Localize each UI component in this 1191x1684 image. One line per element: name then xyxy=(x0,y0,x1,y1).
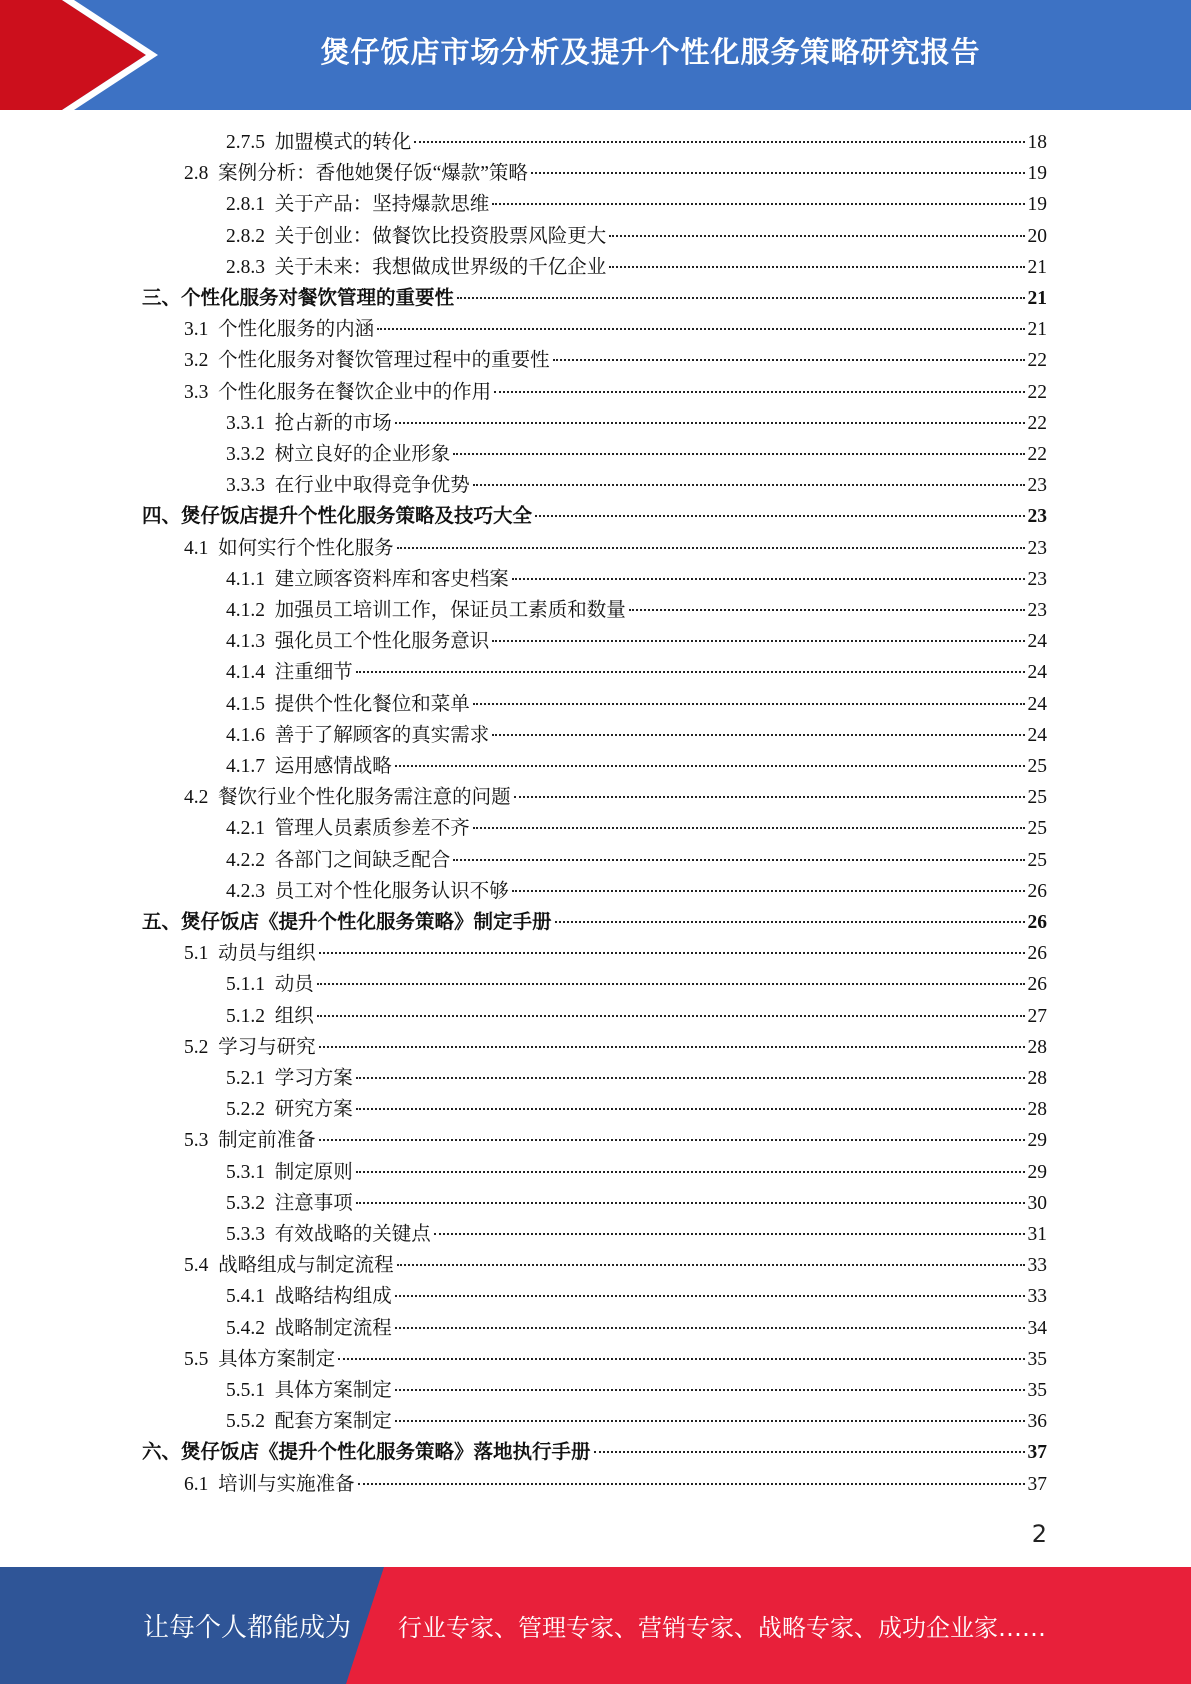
toc-entry-spacer xyxy=(208,1344,218,1375)
toc-entry-number: 5.1.1 xyxy=(226,974,265,996)
toc-entry-number: 4.2 xyxy=(184,787,209,809)
toc-dot-leader xyxy=(395,1327,1025,1329)
toc-entry-title: 如何实行个性化服务 xyxy=(218,537,394,559)
toc-entry[interactable] xyxy=(226,969,1047,1000)
toc-dot-leader xyxy=(457,297,1024,299)
toc-entry-number: 5.5.1 xyxy=(226,1380,265,1401)
footer-slogan-left: 让每个人都能成为 xyxy=(143,1613,352,1643)
toc-entry-spacer xyxy=(208,377,218,408)
toc-entry-number: 3.3.1 xyxy=(226,412,265,434)
toc-entry-number: 5.4.1 xyxy=(226,1286,265,1308)
header-arrow-decoration xyxy=(0,0,160,110)
toc-entry-page: 26 xyxy=(1027,880,1047,902)
toc-entry[interactable] xyxy=(226,408,1047,439)
toc-entry-number: 5.5 xyxy=(184,1348,209,1370)
toc-dot-leader xyxy=(535,515,1024,517)
toc-entry[interactable] xyxy=(184,314,1047,345)
toc-entry-title: 学习与研究 xyxy=(218,1036,316,1058)
toc-dot-leader xyxy=(356,1171,1025,1173)
toc-entry-title: 个性化服务对餐饮管理过程中的重要性 xyxy=(218,350,550,372)
toc-entry-spacer xyxy=(208,314,218,345)
toc-entry-spacer xyxy=(265,1157,275,1188)
toc-entry-title: 各部门之间缺乏配合 xyxy=(274,849,451,871)
toc-entry-title: 四、煲仔饭店提升个性化服务策略及技巧大全 xyxy=(142,506,533,528)
toc-entry-page: 33 xyxy=(1027,1255,1047,1277)
toc-entry-title: 培训与实施准备 xyxy=(218,1473,355,1495)
toc-entry-number: 4.2.1 xyxy=(226,818,265,840)
toc-entry-title: 加盟模式的转化 xyxy=(274,132,412,153)
page-footer xyxy=(0,1567,1191,1684)
toc-entry[interactable] xyxy=(226,813,1047,844)
toc-entry-number: 2.8.1 xyxy=(226,194,265,216)
toc-entry[interactable] xyxy=(226,564,1047,595)
toc-dot-leader xyxy=(395,422,1025,424)
toc-entry-number: 4.1.1 xyxy=(226,568,265,590)
toc-entry-title: 餐饮行业个性化服务需注意的问题 xyxy=(218,787,511,809)
toc-entry-title: 五、煲仔饭店《提升个性化服务策略》制定手册 xyxy=(142,912,552,933)
toc-entry-page: 23 xyxy=(1027,600,1047,621)
toc-entry-page: 30 xyxy=(1027,1192,1047,1214)
toc-entry-page: 31 xyxy=(1027,1224,1047,1245)
toc-dot-leader xyxy=(553,359,1025,361)
toc-entry-spacer xyxy=(265,876,275,907)
toc-entry-page: 27 xyxy=(1027,1005,1047,1027)
toc-entry[interactable] xyxy=(184,345,1047,376)
toc-entry-page: 25 xyxy=(1027,787,1047,809)
toc-dot-leader xyxy=(453,453,1024,455)
toc-entry-page: 21 xyxy=(1027,288,1047,309)
toc-entry-page: 18 xyxy=(1027,132,1047,153)
toc-dot-leader xyxy=(531,172,1025,174)
toc-entry[interactable] xyxy=(184,377,1047,408)
toc-entry-number: 4.1.7 xyxy=(226,756,265,777)
toc-entry-page: 19 xyxy=(1027,194,1047,216)
toc-entry-title: 研究方案 xyxy=(274,1099,353,1121)
toc-entry-spacer xyxy=(265,221,275,252)
toc-entry-page: 37 xyxy=(1027,1442,1047,1464)
toc-entry[interactable] xyxy=(226,657,1047,688)
toc-entry-page: 20 xyxy=(1027,225,1047,247)
toc-entry-page: 23 xyxy=(1027,537,1047,559)
toc-entry-spacer xyxy=(265,689,275,720)
toc-entry-spacer xyxy=(265,439,275,470)
toc-dot-leader xyxy=(512,578,1025,580)
toc-dot-leader xyxy=(492,640,1024,642)
toc-dot-leader xyxy=(338,1358,1024,1360)
toc-entry-spacer xyxy=(265,1313,275,1344)
toc-entry-spacer xyxy=(265,595,275,626)
toc-entry-page: 22 xyxy=(1027,350,1047,372)
toc-entry-number: 5.4.2 xyxy=(226,1317,265,1339)
toc-entry[interactable] xyxy=(226,751,1047,782)
toc-dot-leader xyxy=(473,827,1025,829)
toc-entry-page: 22 xyxy=(1027,381,1047,403)
toc-dot-leader xyxy=(358,1483,1025,1485)
toc-entry-spacer xyxy=(265,813,275,844)
toc-entry-number: 5.4 xyxy=(184,1255,209,1277)
toc-entry-page: 22 xyxy=(1027,444,1047,465)
toc-entry-number: 4.1.3 xyxy=(226,631,265,653)
toc-dot-leader xyxy=(512,890,1025,892)
toc-entry-title: 动员 xyxy=(274,974,314,996)
toc-entry-title: 制定前准备 xyxy=(218,1130,316,1152)
toc-dot-leader xyxy=(319,1046,1025,1048)
toc-entry-spacer xyxy=(208,158,218,189)
toc-entry-page: 28 xyxy=(1027,1036,1047,1058)
toc-entry-number: 3.2 xyxy=(184,350,209,372)
toc-entry-spacer xyxy=(265,1001,275,1032)
toc-entry-spacer xyxy=(208,1125,218,1156)
toc-entry-page: 26 xyxy=(1027,974,1047,996)
toc-entry-number: 5.2 xyxy=(184,1036,209,1058)
toc-entry-title: 案例分析：香他她煲仔饭“爆款”策略 xyxy=(218,163,528,185)
toc-entry[interactable] xyxy=(226,1094,1047,1125)
toc-entry-spacer xyxy=(265,1219,275,1250)
toc-entry-page: 19 xyxy=(1027,163,1047,185)
toc-entry-title: 具体方案制定 xyxy=(274,1380,392,1401)
toc-entry-spacer xyxy=(265,657,275,688)
toc-entry-title: 注重细节 xyxy=(274,662,353,684)
toc-entry[interactable] xyxy=(226,470,1047,501)
toc-entry-number: 3.3 xyxy=(184,381,209,403)
toc-entry-title: 战略制定流程 xyxy=(274,1317,392,1339)
footer-slogan-right: 行业专家、管理专家、营销专家、战略专家、成功企业家…… xyxy=(398,1614,1046,1642)
toc-entry-spacer xyxy=(208,345,218,376)
toc-entry[interactable] xyxy=(226,720,1047,751)
toc-entry-spacer xyxy=(208,938,218,969)
toc-dot-leader xyxy=(317,983,1025,985)
toc-entry-title: 注意事项 xyxy=(274,1192,353,1214)
toc-entry-number: 5.3.3 xyxy=(226,1224,265,1245)
toc-entry-title: 抢占新的市场 xyxy=(274,412,392,434)
toc-entry-spacer xyxy=(265,720,275,751)
toc-entry-page: 24 xyxy=(1027,631,1047,653)
toc-entry-page: 23 xyxy=(1027,475,1047,497)
toc-entry-title: 组织 xyxy=(274,1005,314,1027)
toc-entry-title: 员工对个性化服务认识不够 xyxy=(274,880,509,902)
page-number: 2 xyxy=(1031,1520,1047,1548)
toc-entry-page: 25 xyxy=(1027,756,1047,777)
toc-entry-title: 个性化服务在餐饮企业中的作用 xyxy=(218,381,492,403)
toc-entry[interactable] xyxy=(226,689,1047,720)
toc-entry-page: 28 xyxy=(1027,1068,1047,1089)
toc-entry-page: 34 xyxy=(1027,1317,1047,1339)
toc-entry-spacer xyxy=(265,127,275,158)
toc-entry[interactable] xyxy=(184,1125,1047,1156)
toc-entry-title: 战略结构组成 xyxy=(274,1286,392,1308)
toc-dot-leader xyxy=(514,796,1025,798)
toc-dot-leader xyxy=(397,1264,1025,1266)
toc-entry-title: 建立顾客资料库和客史档案 xyxy=(274,568,509,590)
toc-entry[interactable] xyxy=(226,1063,1047,1094)
toc-entry-spacer xyxy=(208,1469,218,1500)
toc-entry-number: 5.2.1 xyxy=(226,1068,265,1089)
toc-entry[interactable] xyxy=(226,221,1047,252)
toc-dot-leader xyxy=(397,547,1025,549)
toc-entry-title: 提供个性化餐位和菜单 xyxy=(274,693,470,715)
toc-entry[interactable] xyxy=(226,1375,1047,1406)
toc-entry-number: 5.5.2 xyxy=(226,1411,265,1433)
toc-entry-number: 6.1 xyxy=(184,1473,209,1495)
toc-entry[interactable] xyxy=(226,845,1047,876)
toc-entry-spacer xyxy=(265,751,275,782)
toc-entry-number: 4.2.2 xyxy=(226,849,265,871)
toc-entry-page: 29 xyxy=(1027,1130,1047,1152)
toc-entry-number: 5.3.1 xyxy=(226,1161,265,1183)
toc-entry-title: 在行业中取得竞争优势 xyxy=(274,475,470,497)
toc-entry-page: 25 xyxy=(1027,849,1047,871)
toc-entry-spacer xyxy=(265,1188,275,1219)
toc-entry-spacer xyxy=(265,1063,275,1094)
toc-dot-leader xyxy=(492,734,1024,736)
toc-entry-title: 关于产品：坚持爆款思维 xyxy=(274,194,490,216)
toc-entry-page: 25 xyxy=(1027,818,1047,840)
toc-entry[interactable] xyxy=(226,595,1047,626)
toc-entry-spacer xyxy=(265,1375,275,1406)
toc-entry[interactable] xyxy=(226,626,1047,657)
toc-entry-title: 运用感情战略 xyxy=(274,756,392,777)
toc-entry-spacer xyxy=(265,408,275,439)
toc-entry-page: 24 xyxy=(1027,662,1047,684)
toc-entry-title: 动员与组织 xyxy=(218,943,316,965)
toc-dot-leader xyxy=(609,235,1024,237)
toc-entry-spacer xyxy=(265,252,275,283)
toc-dot-leader xyxy=(395,1420,1025,1422)
toc-entry[interactable] xyxy=(226,1406,1047,1437)
toc-dot-leader xyxy=(319,952,1025,954)
toc-entry-number: 5.1.2 xyxy=(226,1005,265,1027)
toc-entry-spacer xyxy=(265,1094,275,1125)
toc-dot-leader xyxy=(317,1015,1025,1017)
toc-entry-spacer xyxy=(208,1250,218,1281)
toc-entry-title: 战略组成与制定流程 xyxy=(218,1255,394,1277)
toc-entry[interactable] xyxy=(184,1469,1047,1500)
toc-dot-leader xyxy=(356,1077,1025,1079)
toc-entry-number: 3.3.3 xyxy=(226,475,265,497)
toc-entry-spacer xyxy=(208,533,218,564)
toc-entry[interactable] xyxy=(226,252,1047,283)
toc-entry-spacer xyxy=(265,564,275,595)
toc-entry[interactable] xyxy=(226,439,1047,470)
toc-entry-spacer xyxy=(208,782,218,813)
toc-entry-page: 22 xyxy=(1027,412,1047,434)
toc-entry-title: 善于了解顾客的真实需求 xyxy=(274,724,490,746)
toc-entry-page: 29 xyxy=(1027,1161,1047,1183)
toc-entry[interactable] xyxy=(184,1032,1047,1063)
toc-entry-number: 4.1.4 xyxy=(226,662,265,684)
toc-entry-number: 5.1 xyxy=(184,943,209,965)
toc-entry-title: 关于未来：我想做成世界级的千亿企业 xyxy=(274,256,607,278)
toc-entry-number: 3.3.2 xyxy=(226,444,265,465)
toc-dot-leader xyxy=(356,1108,1025,1110)
toc-entry[interactable] xyxy=(184,158,1047,189)
toc-entry[interactable] xyxy=(184,533,1047,564)
toc-entry[interactable] xyxy=(226,1188,1047,1219)
toc-entry-number: 4.1.2 xyxy=(226,600,265,621)
toc-entry-page: 35 xyxy=(1027,1380,1047,1401)
toc-entry-number: 5.3.2 xyxy=(226,1192,265,1214)
toc-entry[interactable] xyxy=(226,1313,1047,1344)
toc-entry-title: 制定原则 xyxy=(274,1161,353,1183)
toc-dot-leader xyxy=(356,671,1025,673)
toc-entry[interactable] xyxy=(142,283,1047,314)
toc-entry-page: 23 xyxy=(1027,568,1047,590)
toc-entry[interactable] xyxy=(184,782,1047,813)
toc-dot-leader xyxy=(453,859,1024,861)
toc-entry-number: 3.1 xyxy=(184,319,209,341)
toc-entry-page: 33 xyxy=(1027,1286,1047,1308)
toc-entry-title: 个性化服务的内涵 xyxy=(218,319,375,341)
toc-entry-spacer xyxy=(208,1032,218,1063)
toc-dot-leader xyxy=(609,266,1024,268)
toc-entry-spacer xyxy=(265,189,275,220)
toc-entry-number: 2.8 xyxy=(184,163,209,185)
toc-entry-number: 2.8.3 xyxy=(226,256,265,278)
toc-entry[interactable] xyxy=(226,1157,1047,1188)
toc-entry-title: 强化员工个性化服务意识 xyxy=(274,631,490,653)
toc-entry-spacer xyxy=(265,1406,275,1437)
toc-entry-spacer xyxy=(265,969,275,1000)
toc-dot-leader xyxy=(377,328,1024,330)
toc-dot-leader xyxy=(629,609,1025,611)
toc-entry-title: 配套方案制定 xyxy=(274,1411,392,1433)
toc-entry-page: 24 xyxy=(1027,724,1047,746)
toc-dot-leader xyxy=(414,141,1024,143)
toc-entry-title: 三、个性化服务对餐饮管理的重要性 xyxy=(142,288,455,309)
toc-entry[interactable] xyxy=(226,1219,1047,1250)
toc-entry-number: 2.8.2 xyxy=(226,225,265,247)
toc-entry-title: 学习方案 xyxy=(274,1068,353,1089)
toc-entry[interactable] xyxy=(226,127,1047,158)
toc-entry-number: 4.1.5 xyxy=(226,693,265,715)
toc-entry-number: 4.1 xyxy=(184,537,209,559)
toc-entry-title: 管理人员素质参差不齐 xyxy=(274,818,470,840)
toc-entry-page: 23 xyxy=(1027,506,1047,528)
toc-entry-page: 36 xyxy=(1027,1411,1047,1433)
page-header xyxy=(0,0,1191,110)
toc-entry-page: 24 xyxy=(1027,693,1047,715)
toc-dot-leader xyxy=(473,703,1025,705)
toc-entry-page: 35 xyxy=(1027,1348,1047,1370)
toc-entry-page: 26 xyxy=(1027,912,1047,933)
toc-entry[interactable] xyxy=(226,876,1047,907)
toc-entry[interactable] xyxy=(184,1250,1047,1281)
toc-entry-title: 具体方案制定 xyxy=(218,1348,336,1370)
toc-entry-page: 21 xyxy=(1027,256,1047,278)
toc-entry[interactable] xyxy=(226,1281,1047,1312)
toc-entry-number: 4.1.6 xyxy=(226,724,265,746)
toc-dot-leader xyxy=(319,1139,1025,1141)
toc-entry-spacer xyxy=(265,1281,275,1312)
toc-entry[interactable] xyxy=(226,189,1047,220)
toc-dot-leader xyxy=(594,1451,1025,1453)
toc-entry-page: 37 xyxy=(1027,1473,1047,1495)
toc-entry-number: 2.7.5 xyxy=(226,132,265,153)
toc-entry[interactable] xyxy=(184,938,1047,969)
toc-dot-leader xyxy=(395,765,1025,767)
toc-dot-leader xyxy=(395,1389,1025,1391)
toc-entry[interactable] xyxy=(142,501,1047,532)
toc-entry-page: 21 xyxy=(1027,319,1047,341)
toc-dot-leader xyxy=(473,484,1025,486)
toc-dot-leader xyxy=(492,203,1024,205)
toc-entry[interactable] xyxy=(142,1437,1047,1468)
toc-entry-page: 26 xyxy=(1027,943,1047,965)
toc-entry-title: 关于创业：做餐饮比投资股票风险更大 xyxy=(274,225,607,247)
toc-entry-number: 5.3 xyxy=(184,1130,209,1152)
toc-entry-spacer xyxy=(265,626,275,657)
toc-entry[interactable] xyxy=(184,1344,1047,1375)
toc-entry-title: 六、煲仔饭店《提升个性化服务策略》落地执行手册 xyxy=(142,1442,591,1464)
toc-dot-leader xyxy=(356,1202,1025,1204)
toc-entry-title: 加强员工培训工作，保证员工素质和数量 xyxy=(274,600,626,621)
document-title: 煲仔饭店市场分析及提升个性化服务策略研究报告 xyxy=(320,34,981,69)
toc-entry[interactable] xyxy=(142,907,1047,938)
toc-entry-page: 28 xyxy=(1027,1099,1047,1121)
toc-entry-number: 4.2.3 xyxy=(226,880,265,902)
toc-entry-title: 有效战略的关键点 xyxy=(274,1224,431,1245)
toc-dot-leader xyxy=(555,921,1025,923)
toc-entry-title: 树立良好的企业形象 xyxy=(274,444,451,465)
toc-dot-leader xyxy=(395,1295,1025,1297)
toc-entry-spacer xyxy=(265,845,275,876)
toc-entry-spacer xyxy=(265,470,275,501)
toc-dot-leader xyxy=(494,391,1024,393)
toc-entry[interactable] xyxy=(226,1001,1047,1032)
toc-entry-number: 5.2.2 xyxy=(226,1099,265,1121)
toc-dot-leader xyxy=(434,1233,1025,1235)
